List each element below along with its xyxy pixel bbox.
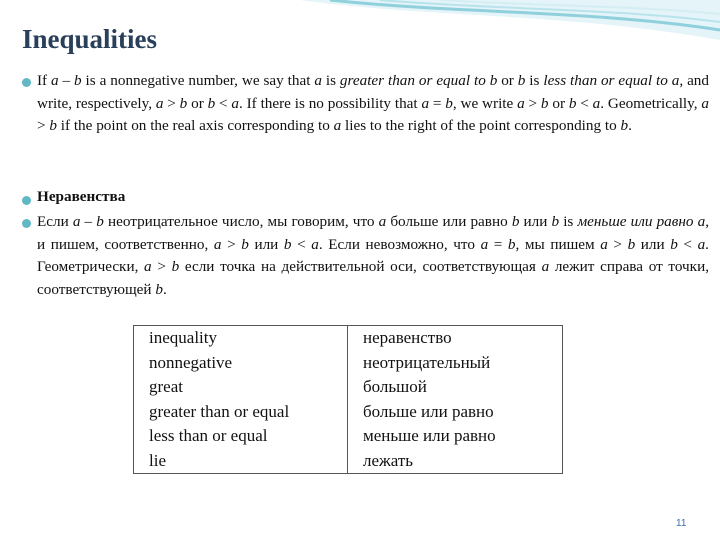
english-paragraph: If a – b is a nonnegative number, we say that a is greater than or equal to b or b is less than or equal to a, and write, respectively, a > b or b < a. If there is no possibility that a = b, we write a > b or b < a. Geometrically, a > b if the point on the real axis corresponding to a lies to the right of the point corresponding to b.	[37, 72, 709, 134]
vocab-english-term: greater than or equal	[149, 401, 290, 421]
vocabulary-table	[133, 325, 563, 474]
vocab-english-term: lie	[149, 450, 166, 470]
term-less-equal-ru: меньше или равно	[577, 213, 694, 230]
russian-paragraph: Если a – b неотрицательное число, мы говорим, что a больше или равно b или b is меньше или равно a, и пишем, соответственно, a > b или b < a. Если невозможно, что a = b, мы пишем a > b или b < a. Геометрически, a > b если точка на действительной оси, соответствующая a лежит справа от точки, соответствующей b.	[37, 213, 710, 298]
russian-heading: Неравенства	[37, 188, 126, 205]
term-greater-equal: greater than or equal to b	[339, 72, 498, 89]
vocab-english-term: inequality	[149, 328, 217, 347]
vocabulary-english-cell	[134, 326, 348, 474]
vocab-russian-term: неотрицательный	[363, 352, 491, 372]
bullet-icon	[22, 196, 31, 205]
slide-title: Inequalities	[22, 24, 158, 54]
vocab-english-term: nonnegative	[149, 352, 233, 372]
page-number: 11	[676, 518, 687, 529]
vocabulary-row	[134, 326, 563, 474]
bullet-icon	[22, 219, 31, 228]
vocab-russian-term: большой	[363, 377, 427, 396]
vocab-russian-term: неравенство	[363, 328, 452, 347]
vocab-english-term: great	[149, 377, 183, 396]
vocab-russian-term: меньше или равно	[363, 426, 496, 445]
vocab-russian-term: лежать	[363, 450, 414, 470]
term-less-equal: less than or equal to a	[543, 72, 680, 89]
vocab-russian-term: больше или равно	[363, 401, 494, 421]
bullet-icon	[22, 78, 31, 87]
vocabulary-russian-cell	[348, 326, 563, 474]
vocab-english-term: less than or equal	[149, 426, 268, 445]
